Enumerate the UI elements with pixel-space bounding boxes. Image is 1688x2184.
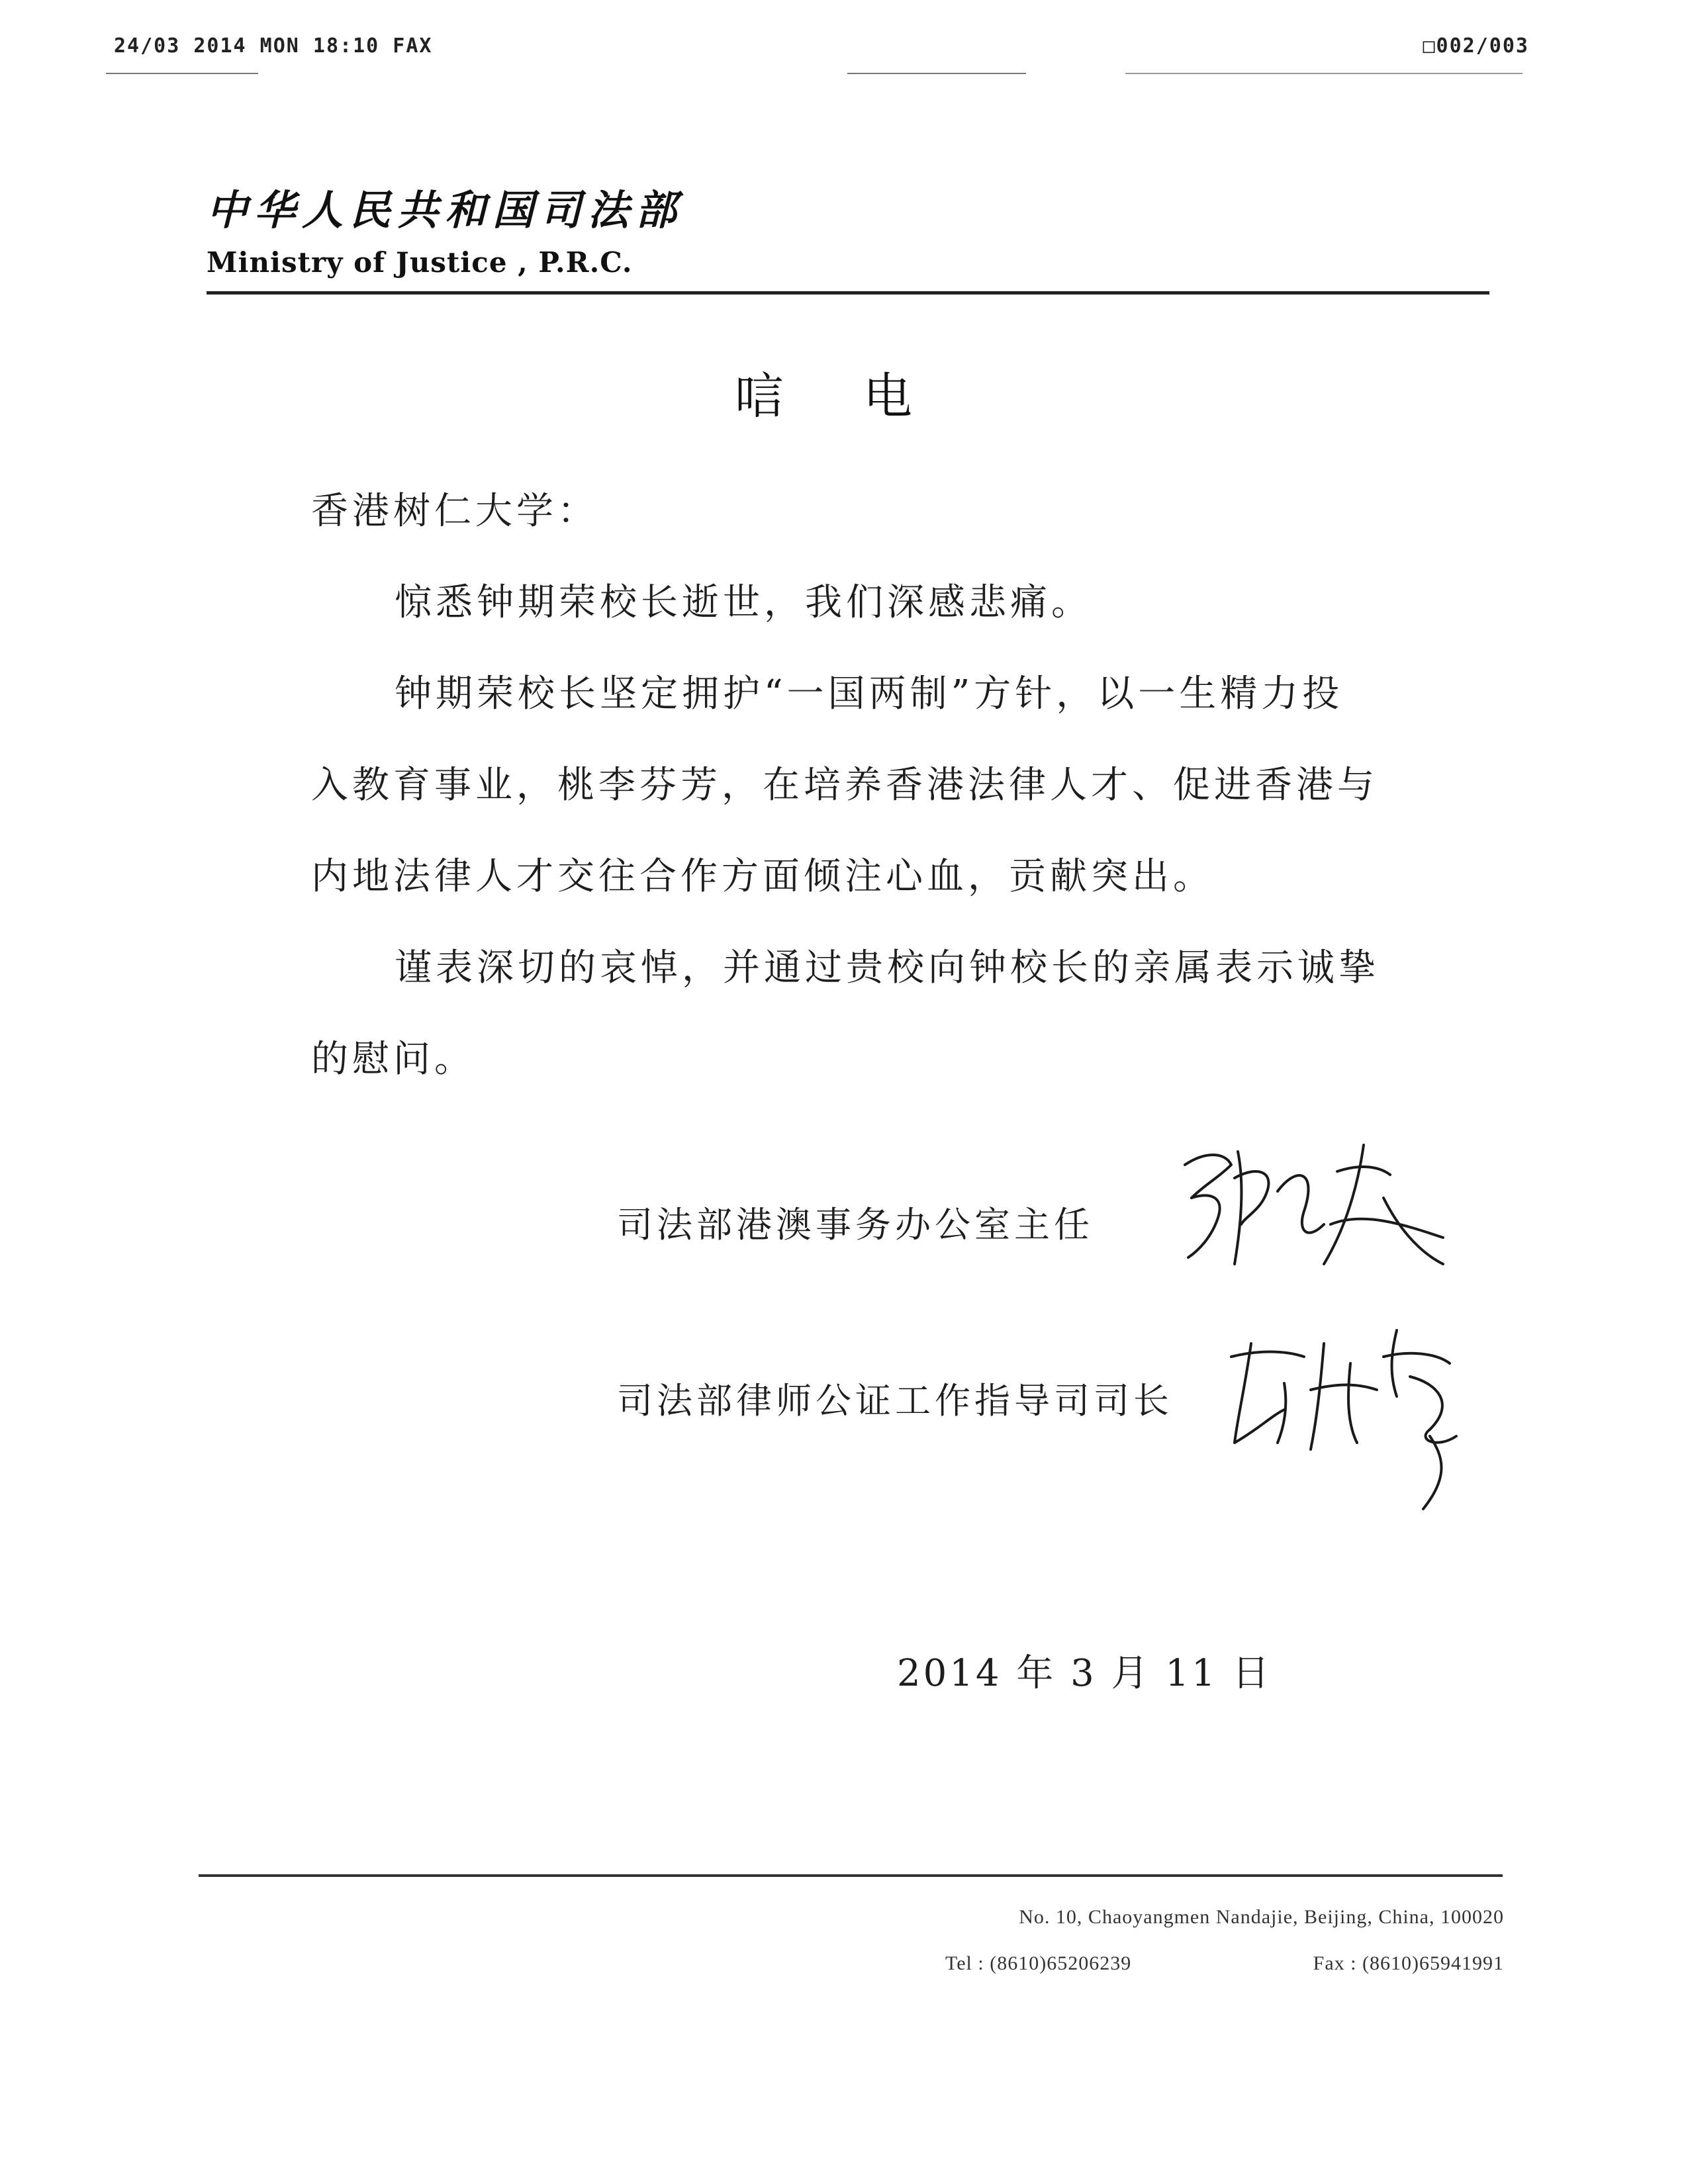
- fax-noise: [847, 73, 1026, 74]
- signatory-title: 司法部港澳事务办公室主任: [617, 1204, 1094, 1246]
- footer-fax: Fax : (8610)65941991: [1313, 1952, 1504, 1974]
- footer-divider: [199, 1874, 1503, 1877]
- paragraph-line: 谨表深切的哀悼，并通过贵校向钟校长的亲属表示诚挚: [395, 946, 1380, 989]
- footer-telephone: Tel : (8610)65206239: [945, 1952, 1132, 1974]
- letterhead-divider: [207, 291, 1489, 295]
- fax-noise: [106, 73, 258, 74]
- handwritten-signature: [1211, 1317, 1489, 1516]
- paragraph-line: 的慰问。: [311, 1038, 475, 1081]
- letterhead-chinese-name: 中华人民共和国司法部: [207, 186, 684, 234]
- letter-title: 唁电: [735, 368, 992, 425]
- fax-timestamp: 24/03 2014 MON 18:10 FAX: [114, 34, 433, 58]
- footer-address: No. 10, Chaoyangmen Nandajie, Beijing, China, 100020: [1019, 1906, 1504, 1928]
- letterhead-english-name: Ministry of Justice , P.R.C.: [207, 246, 633, 279]
- paragraph-line: 入教育事业，桃李芬芳，在培养香港法律人才、促进香港与: [311, 764, 1378, 807]
- addressee: 香港树仁大学：: [311, 490, 598, 533]
- signatory-title: 司法部律师公证工作指导司司长: [617, 1380, 1173, 1422]
- paragraph-line: 惊悉钟期荣校长逝世，我们深感悲痛。: [395, 581, 1092, 624]
- paragraph-line: 内地法律人才交往合作方面倾注心血，贡献突出。: [311, 855, 1214, 898]
- paragraph-line: 钟期荣校长坚定拥护“一国两制”方针，以一生精力投: [395, 672, 1344, 715]
- fax-noise: [1125, 73, 1523, 74]
- fax-page-count: □002/003: [1423, 34, 1529, 58]
- handwritten-signature: [1165, 1125, 1470, 1284]
- letter-date: 2014 年 3 月 11 日: [897, 1652, 1272, 1695]
